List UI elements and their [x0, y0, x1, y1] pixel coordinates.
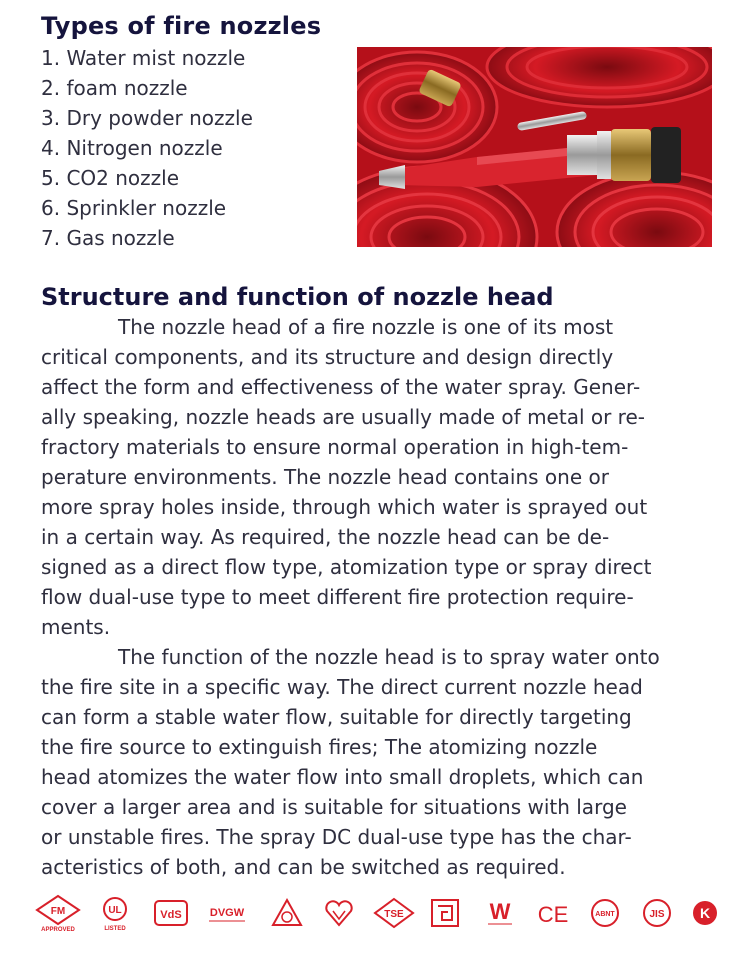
nozzle-types-list	[41, 43, 253, 253]
tse-icon	[371, 893, 417, 933]
paragraph-line: critical components, and its structure and design directly	[41, 345, 614, 369]
square-cert-icon	[425, 893, 465, 933]
svg-text:JIS: JIS	[649, 909, 665, 920]
paragraph-line: The function of the nozzle head is to spray water onto	[118, 645, 660, 669]
kc-icon	[687, 893, 723, 933]
list-item: 7. Gas nozzle	[41, 226, 175, 250]
ce-icon	[533, 893, 573, 933]
paragraph-line: can form a stable water flow, suitable for directly targeting	[41, 705, 632, 729]
paragraph-line: more spray holes inside, through which water is sprayed out	[41, 495, 648, 519]
types-title: Types of fire nozzles	[41, 12, 322, 40]
list-item: 1. Water mist nozzle	[41, 46, 246, 70]
svg-text:ABNT: ABNT	[595, 911, 615, 918]
list-item: 5. CO2 nozzle	[41, 166, 179, 190]
dvgw-icon	[203, 893, 251, 933]
ul-listed-icon	[93, 893, 137, 933]
paragraph-line: signed as a direct flow type, atomization type or spray direct	[41, 555, 652, 579]
list-item: 2. foam nozzle	[41, 76, 188, 100]
paragraph-line: in a certain way. As required, the nozzle head can be de-	[41, 525, 610, 549]
paragraph-line: or unstable fires. The spray DC dual-use type has the char-	[41, 825, 632, 849]
svg-text:LISTED: LISTED	[104, 926, 126, 932]
structure-article	[41, 312, 721, 882]
fire-hose-photo	[357, 47, 712, 247]
paragraph-line: fractory materials to ensure normal operation in high-tem-	[41, 435, 629, 459]
svg-text:VdS: VdS	[160, 909, 182, 921]
list-item: 6. Sprinkler nozzle	[41, 196, 227, 220]
paragraph-line: affect the form and effectiveness of the water spray. Gener-	[41, 375, 641, 399]
paragraph-line: the fire site in a specific way. The direct current nozzle head	[41, 675, 643, 699]
paragraph-line: ments.	[41, 615, 111, 639]
vds-icon	[151, 893, 191, 933]
jis-icon	[637, 893, 677, 933]
paragraph-line: head atomizes the water flow into small droplets, which can	[41, 765, 644, 789]
paragraph-line: flow dual-use type to meet different fire protection require-	[41, 585, 634, 609]
paragraph-line: cover a larger area and is suitable for situations with large	[41, 795, 627, 819]
svg-text:APPROVED: APPROVED	[41, 927, 75, 932]
paragraph-line: The nozzle head of a fire nozzle is one of its most	[118, 315, 614, 339]
hose-coil	[357, 52, 497, 162]
list-item: 3. Dry powder nozzle	[41, 106, 253, 130]
watermark-icon	[477, 893, 523, 933]
certification-logos	[33, 893, 723, 933]
fm-approved-icon	[33, 893, 83, 933]
svg-text:CE: CE	[537, 902, 569, 927]
svg-text:UL: UL	[108, 905, 122, 916]
svg-text:W: W	[489, 899, 511, 924]
svg-text:FM: FM	[50, 906, 66, 917]
heart-cert-icon	[319, 893, 359, 933]
abnt-icon	[585, 893, 625, 933]
svg-text:DVGW: DVGW	[209, 907, 245, 919]
structure-title: Structure and function of nozzle head	[41, 283, 554, 311]
paragraph-line: ally speaking, nozzle heads are usually made of metal or re-	[41, 405, 645, 429]
paragraph-line: acteristics of both, and can be switched as required.	[41, 855, 566, 879]
paragraph-line: the fire source to extinguish fires; The atomizing nozzle	[41, 735, 598, 759]
paragraph-line: perature environments. The nozzle head contains one or	[41, 465, 609, 489]
svg-text:TSE: TSE	[384, 909, 404, 920]
svg-text:K: K	[699, 905, 711, 921]
list-item: 4. Nitrogen nozzle	[41, 136, 223, 160]
triangle-cert-icon	[267, 893, 307, 933]
